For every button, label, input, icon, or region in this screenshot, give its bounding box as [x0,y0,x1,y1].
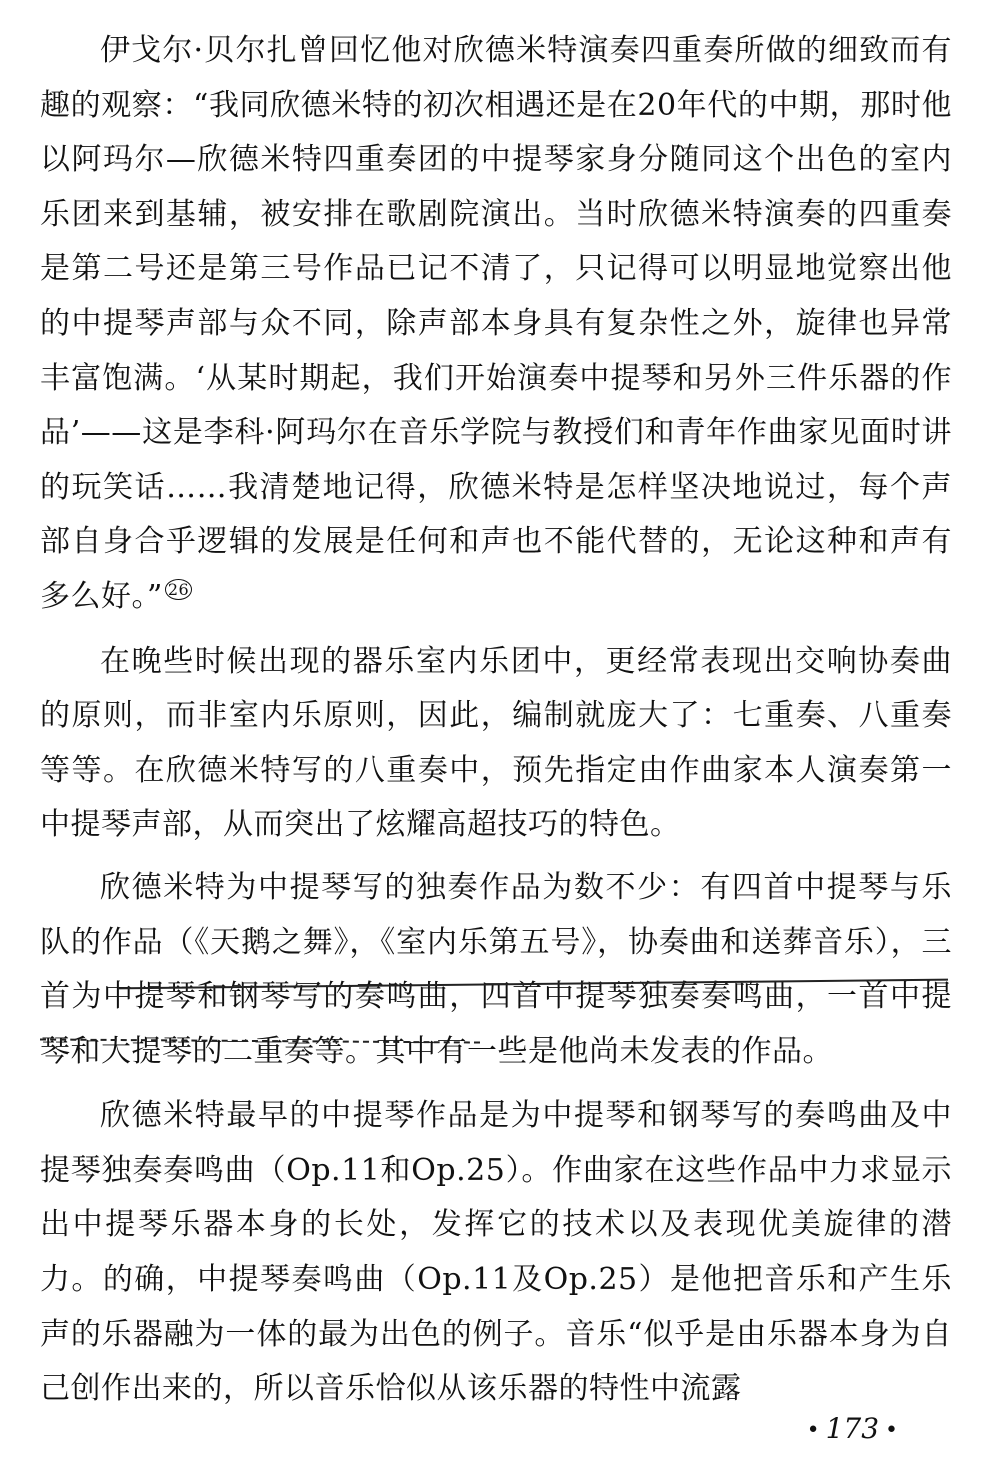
footnote-reference: 26 [165,579,192,600]
paragraph-1-text: 伊戈尔·贝尔扎曾回忆他对欣德米特演奏四重奏所做的细致而有趣的观察：“我同欣德米特的初次相遇还是在20年代的中期，那时他以阿玛尔—欣德米特四重奏团的中提琴家身分随同这个出色的室内乐团来到基辅，被安排在歌剧院演出。当时欣德米特演奏的四重奏是第二号还是第三号作品已记不清了，只记得可以明显地觉察出他的中提琴声部与众不同，除声部本身具有复杂性之外，旋律也异常丰富饱满。‘从某时期起，我们开始演奏中提琴和另外三件乐器的作品’——这是李科·阿玛尔在音乐学院与教授们和青年作曲家见面时讲的玩笑话……我清楚地记得，欣德米特是怎样坚决地说过，每个声部自身合乎逻辑的发展是任何和声也不能代替的，无论这种和声有多么好。” [40,33,952,614]
page-number-value: 173 [825,1412,880,1445]
paragraph-belza-recollection [40,24,952,625]
paragraph-viola-works: 欣德米特为中提琴写的独奏作品为数不少：有四首中提琴与乐队的作品（《天鹅之舞》，《室内乐第五号》，协奏曲和送葬音乐），三首为中提琴和钢琴写的奏鸣曲，四首中提琴独奏奏鸣曲，一首中提琴和大提琴的二重奏等。其中有一些是他尚未发表的作品。 [40,869,952,1069]
paragraph-chamber-ensembles: 在晚些时候出现的器乐室内乐团中，更经常表现出交响协奏曲的原则，而非室内乐原则，因此，编制就庞大了：七重奏、八重奏等等。在欣德米特写的八重奏中，预先指定由作曲家本人演奏第一中提琴声部，从而突出了炫耀高超技巧的特色。 [40,643,952,843]
page-number [801,1412,904,1445]
bullet-icon: • [885,1418,898,1443]
bullet-icon: • [806,1418,820,1443]
body-text [40,24,952,1417]
paragraph-early-viola-works: 欣德米特最早的中提琴作品是为中提琴和钢琴写的奏鸣曲及中提琴独奏奏鸣曲（Op.11和Op.25）。作曲家在这些作品中力求显示出中提琴乐器本身的长处，发挥它的技术以及表现优美旋律的潜力。的确，中提琴奏鸣曲（Op.11及Op.25）是他把音乐和产生乐声的乐器融为一体的最为出色的例子。音乐“似乎是由乐器本身为自己创作出来的，所以音乐恰似从该乐器的特性中流露 [40,1098,952,1407]
